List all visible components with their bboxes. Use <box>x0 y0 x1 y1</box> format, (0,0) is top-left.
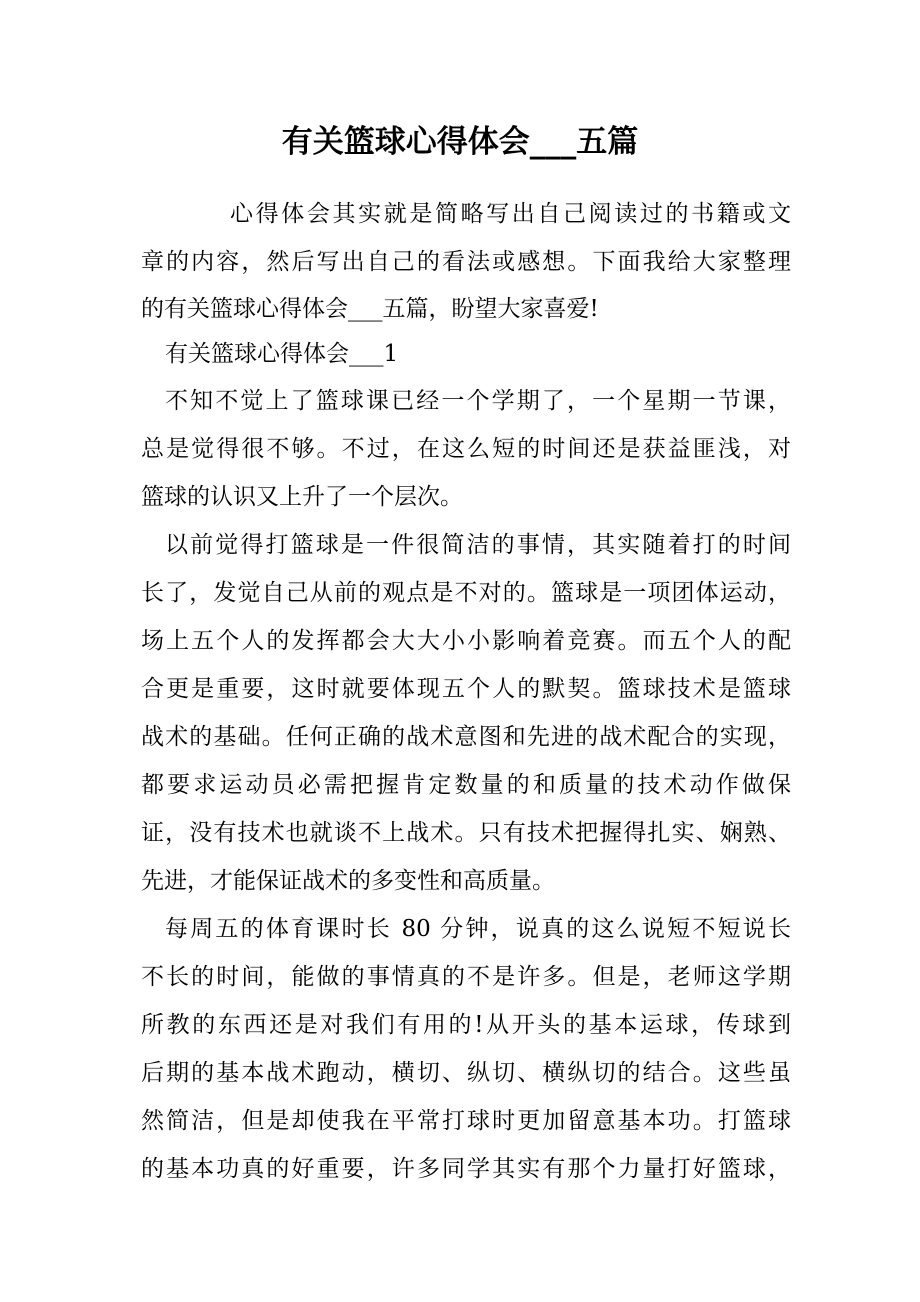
paragraph-line: 的基本功真的好重要，许多同学其实有那个力量打好篮球， <box>141 1156 791 1182</box>
paragraph-line: 战术的基础。任何正确的战术意图和先进的战术配合的实现， <box>141 724 791 750</box>
paragraph-line: 以前觉得打篮球是一件很简洁的事情，其实随着打的时间 <box>165 532 791 558</box>
section-heading: 有关篮球心得体会___1 <box>165 341 399 367</box>
paragraph-line: 都要求运动员必需把握肯定数量的和质量的技术动作做保 <box>141 772 791 798</box>
paragraph-line: 场上五个人的发挥都会大大小小影响着竞赛。而五个人的配 <box>141 628 791 654</box>
intro-line: 心得体会其实就是简略写出自己阅读过的书籍或文 <box>230 201 791 227</box>
intro-line: 章的内容，然后写出自己的看法或感想。下面我给大家整理 <box>141 249 791 275</box>
paragraph-line: 先进，才能保证战术的多变性和高质量。 <box>141 868 555 894</box>
intro-line: 的有关篮球心得体会___五篇，盼望大家喜爱! <box>141 296 599 322</box>
paragraph-line: 合更是重要，这时就要体现五个人的默契。篮球技术是篮球 <box>141 676 791 702</box>
paragraph-line: 不知不觉上了篮球课已经一个学期了，一个星期一节课， <box>165 388 791 414</box>
paragraph-line: 然简洁，但是却使我在平常打球时更加留意基本功。打篮球 <box>141 1108 791 1134</box>
paragraph-line: 长了，发觉自己从前的观点是不对的。篮球是一项团体运动， <box>141 580 791 606</box>
paragraph-line: 后期的基本战术跑动，横切、纵切、横纵切的结合。这些虽 <box>141 1060 791 1086</box>
paragraph-line: 总是觉得很不够。不过，在这么短的时间还是获益匪浅，对 <box>141 436 791 462</box>
paragraph-line: 所教的东西还是对我们有用的!从开头的基本运球，传球到 <box>141 1012 791 1038</box>
document-title: 有关篮球心得体会___五篇 <box>281 124 639 160</box>
paragraph-line: 证，没有技术也就谈不上战术。只有技术把握得扎实、娴熟、 <box>141 820 791 846</box>
paragraph-line: 篮球的认识又上升了一个层次。 <box>141 484 463 510</box>
paragraph-line: 不长的时间，能做的事情真的不是许多。但是，老师这学期 <box>141 964 791 990</box>
paragraph-line: 每周五的体育课时长 80 分钟，说真的这么说短不短说长 <box>165 916 791 942</box>
